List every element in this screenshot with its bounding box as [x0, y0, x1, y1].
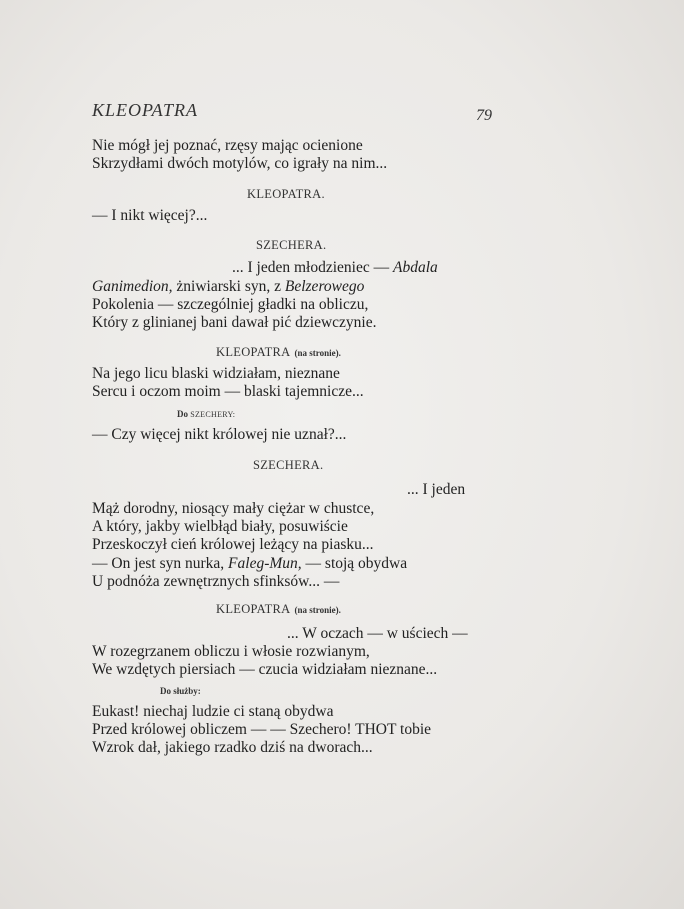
verse-line: Na jego licu blaski widziałam, nieznane: [92, 365, 340, 382]
speaker-label: SZECHERA.: [253, 458, 324, 472]
stage-name: SZECHERY:: [190, 410, 236, 419]
speaker-label: [216, 345, 341, 360]
speaker-label: [216, 602, 341, 617]
speaker-label: KLEOPATRA.: [247, 187, 325, 201]
verse-line: W rozegrzanem obliczu i włosie rozwianym,: [92, 643, 370, 660]
verse-line: [92, 278, 364, 296]
verse-line: — I nikt więcej?...: [92, 207, 208, 224]
verse-name: Ganimedion,: [92, 278, 173, 295]
speaker-name: KLEOPATRA: [216, 602, 291, 616]
verse-line: U podnóża zewnętrznych sfinksów... —: [92, 573, 340, 590]
page-number: 79: [476, 107, 492, 124]
stage-text: Do: [177, 409, 191, 419]
verse-line: ... W oczach — w uściech —: [287, 625, 468, 642]
verse-name: Abdala: [392, 259, 438, 276]
speaker-label: SZECHERA.: [256, 238, 327, 252]
verse-line: Nie mógł jej poznać, rzęsy mając ocienione: [92, 137, 363, 154]
verse-line: Skrzydłami dwóch motylów, co igrały na nim...: [92, 155, 388, 172]
verse-name: Belzerowego: [284, 278, 365, 295]
verse-text: żniwiarski syn, z: [172, 278, 285, 295]
verse-line: A który, jakby wielbłąd biały, posuwiście: [92, 518, 348, 535]
verse-line: Eukast! niechaj ludzie ci staną obydwa: [92, 703, 334, 720]
verse-text: — On jest syn nurka,: [92, 555, 229, 572]
verse-line: — Czy więcej nikt królowej nie uznał?...: [92, 426, 347, 443]
verse-line: Pokolenia — szczególniej gładki na obliczu,: [92, 296, 369, 313]
speaker-name: KLEOPATRA: [216, 345, 291, 359]
verse-line: Wzrok dał, jakiego rzadko dziś na dworach...: [92, 739, 373, 756]
verse-line: Przeskoczył cień królowej leżący na piasku...: [92, 536, 374, 553]
verse-line: We wzdętych piersiach — czucia widziałam nieznane...: [92, 661, 438, 678]
stage-note: (na stronie).: [294, 348, 341, 358]
verse-line: Sercu i oczom moim — blaski tajemnicze...: [92, 383, 364, 400]
stage-note: (na stronie).: [294, 605, 341, 615]
verse-line: Mąż dorodny, niosący mały ciężar w chustce,: [92, 500, 375, 517]
verse-line: [232, 259, 438, 277]
verse-line: [92, 555, 407, 573]
verse-line: ... I jeden: [407, 481, 466, 498]
verse-name: Faleg-Mun,: [228, 555, 302, 572]
verse-line: Przed królowej obliczem — — Szechero! THOT tobie: [92, 721, 432, 738]
verse-text: — stoją obydwa: [301, 555, 408, 572]
verse-text: ... I jeden młodzieniec —: [232, 259, 393, 276]
stage-direction: [177, 409, 235, 419]
stage-direction: Do służby:: [160, 686, 201, 696]
verse-line: Który z glinianej bani dawał pić dziewczynie.: [92, 314, 377, 331]
running-title: KLEOPATRA: [92, 100, 199, 120]
